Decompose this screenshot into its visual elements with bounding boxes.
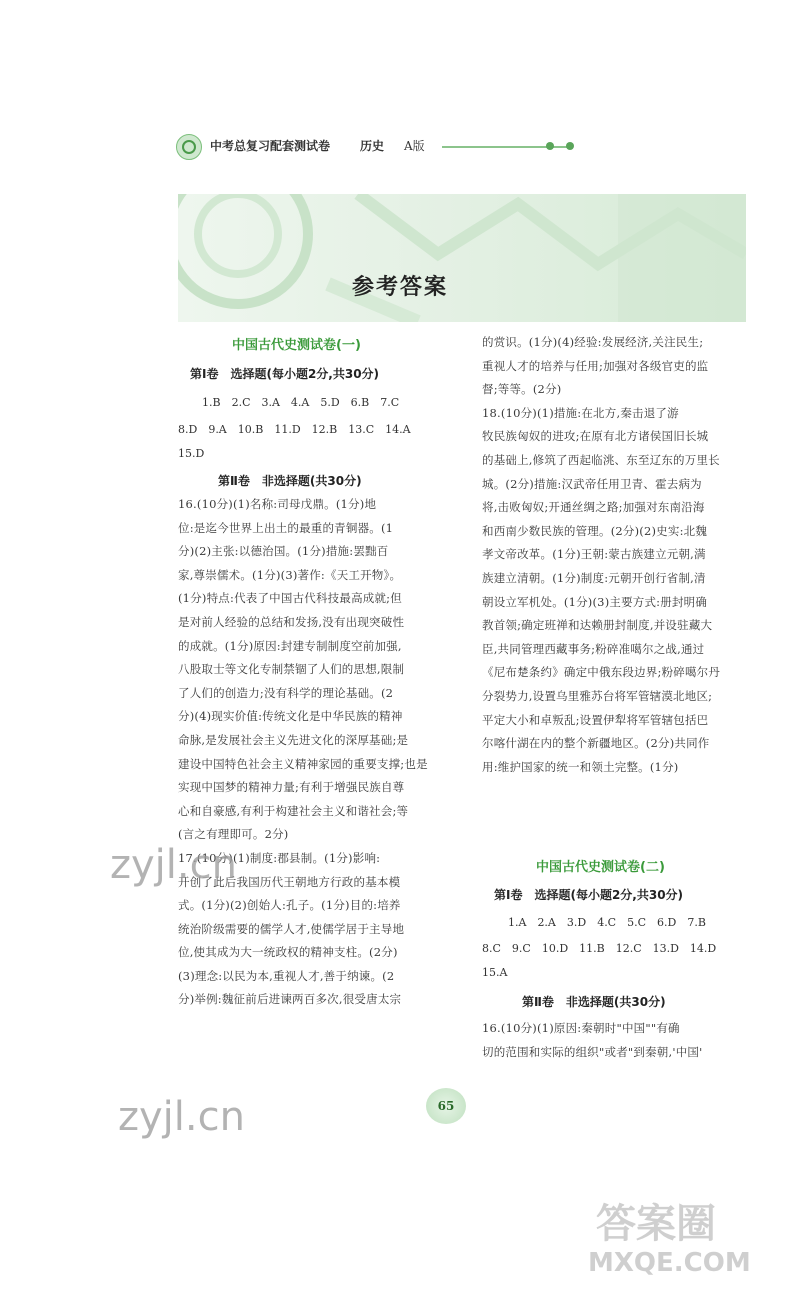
choice-row: 1.B 2.C 3.A 4.A 5.D 6.B 7.C (202, 396, 400, 409)
text-line: 位,使其成为大一统政权的精神支柱。(2分) (178, 945, 398, 960)
text-line: 孝文帝改革。(1分)王朝:蒙古族建立元朝,满 (482, 547, 706, 562)
text-line: (1分)特点:代表了中国古代科技最高成就;但 (178, 591, 402, 606)
text-line: 的赏识。(1分)(4)经验:发展经济,关注民生; (482, 335, 704, 349)
text-line: 的基础上,修筑了西起临洮、东至辽东的万里长 (482, 452, 720, 467)
text-line: 分)(4)现实价值:传统文化是中华民族的精神 (178, 709, 403, 724)
text-line: 切的范围和实际的组织"或者"到秦朝,'中国' (482, 1044, 703, 1059)
text-line: 和西南少数民族的管理。(2分)(2)史实:北魏 (482, 523, 708, 538)
text-line: 族建立清朝。(1分)制度:元朝开创行省制,清 (482, 570, 706, 585)
left-answer-text (178, 496, 450, 1015)
right-answer-text-bottom (482, 1020, 752, 1067)
part1-title-2: 第Ⅰ卷 选择题(每小题2分,共30分) (494, 888, 684, 902)
subject-label: 历史 (360, 139, 385, 153)
right-answer-text-top (482, 334, 752, 782)
watermark-answer-circle: 答案圈 (596, 1201, 716, 1247)
text-line: 心和自豪感,有利于构建社会主义和谐社会;等 (178, 803, 409, 818)
text-line: 用:维护国家的统一和领土完整。(1分) (482, 759, 679, 774)
text-line: 命脉,是发展社会主义先进文化的深厚基础;是 (178, 732, 409, 747)
watermark-zyjl: zyjl.cn (110, 842, 237, 888)
text-line: 开创了此后我国历代王朝地方行政的基本模 (178, 874, 401, 889)
text-line: 统治阶级需要的儒学人才,使儒学居于主导地 (178, 921, 405, 936)
text-line: 重视人才的培养与任用;加强对各级官吏的监 (482, 358, 709, 373)
choice-row: 15.A (482, 966, 508, 979)
text-line: 家,尊崇儒术。(1分)(3)著作:《天工开物》。 (178, 567, 402, 582)
text-line: 八股取士等文化专制禁锢了人们的思想,限制 (178, 662, 405, 677)
text-line: 建设中国特色社会主义精神家园的重要支撑;也是 (178, 756, 428, 771)
part2-title: 第Ⅱ卷 非选择题(共30分) (218, 474, 362, 488)
book-title: 中考总复习配套测试卷 (210, 139, 331, 153)
text-line: 了人们的创造力;没有科学的理论基础。(2 (178, 685, 394, 700)
section-title-1: 中国古代史测试卷(一) (232, 338, 361, 353)
text-line: 位:是迄今世界上出土的最重的青铜器。(1 (178, 520, 394, 535)
text-line: 是对前人经验的总结和发扬,没有出现突破性 (178, 614, 405, 629)
text-line: 督;等等。(2分) (482, 382, 562, 397)
banner-title: 参考答案 (351, 275, 448, 300)
text-line: 将,击败匈奴;开通丝绸之路;加强对东南沿海 (482, 500, 705, 515)
banner-decoration (178, 194, 746, 322)
level-label: A版 (404, 139, 425, 153)
text-line: 平定大小和卓叛乱;设置伊犁将军管辖包括巴 (482, 712, 709, 727)
text-line: 18.(10分)(1)措施:在北方,秦击退了游 (482, 405, 679, 420)
header-dot-icon (566, 142, 574, 150)
watermark-mxqe: MXQE.COM (588, 1248, 751, 1278)
text-line: 17.(10分)(1)制度:郡县制。(1分)影响: (178, 850, 381, 865)
text-line: 分裂势力,设置乌里雅苏台将军管辖漠北地区; (482, 688, 713, 703)
text-line: 《尼布楚条约》确定中俄东段边界;粉碎噶尔丹 (482, 665, 721, 680)
text-line: 臣,共同管理西藏事务;粉碎准噶尔之战,通过 (482, 641, 705, 656)
text-line: 的成就。(1分)原因:封建专制制度空前加强, (178, 638, 402, 653)
text-line: 牧民族匈奴的进攻;在原有北方诸侯国旧长城 (482, 429, 709, 444)
page-number: 65 (426, 1088, 466, 1124)
choice-row: 8.D 9.A 10.B 11.D 12.B 13.C 14.A (178, 423, 411, 436)
watermark-zyjl: zyjl.cn (118, 1094, 245, 1140)
text-line: 教首领;确定班禅和达赖册封制度,并设驻藏大 (482, 618, 713, 633)
part2-title-2: 第Ⅱ卷 非选择题(共30分) (522, 995, 666, 1009)
choice-row: 15.D (178, 447, 205, 460)
text-line: 尔喀什湖在内的整个新疆地区。(2分)共同作 (482, 736, 710, 751)
text-line: 朝设立军机处。(1分)(3)主要方式:册封明确 (482, 594, 708, 609)
choice-row: 1.A 2.A 3.D 4.C 5.C 6.D 7.B (508, 916, 706, 929)
text-line: (3)理念:以民为本,重视人才,善于纳谏。(2 (178, 968, 395, 983)
header-dot-icon (546, 142, 554, 150)
text-line: (言之有理即可。2分) (178, 827, 289, 842)
answer-banner (178, 194, 746, 322)
text-line: 16.(10分)(1)名称:司母戊鼎。(1分)地 (178, 497, 377, 511)
text-line: 式。(1分)(2)创始人:孔子。(1分)目的:培养 (178, 898, 401, 913)
section-title-2: 中国古代史测试卷(二) (536, 860, 665, 875)
text-line: 16.(10分)(1)原因:秦朝时"中国""有确 (482, 1021, 680, 1035)
text-line: 分)(2)主张:以德治国。(1分)措施:罢黜百 (178, 544, 389, 559)
book-logo-icon (176, 134, 202, 160)
choice-row: 8.C 9.C 10.D 11.B 12.C 13.D 14.D (482, 942, 717, 955)
text-line: 城。(2分)措施:汉武帝任用卫青、霍去病为 (482, 476, 702, 491)
text-line: 分)举例:魏征前后进谏两百多次,很受唐太宗 (178, 992, 402, 1007)
text-line: 实现中国梦的精神力量;有利于增强民族自尊 (178, 780, 405, 795)
part1-title: 第Ⅰ卷 选择题(每小题2分,共30分) (190, 367, 380, 381)
